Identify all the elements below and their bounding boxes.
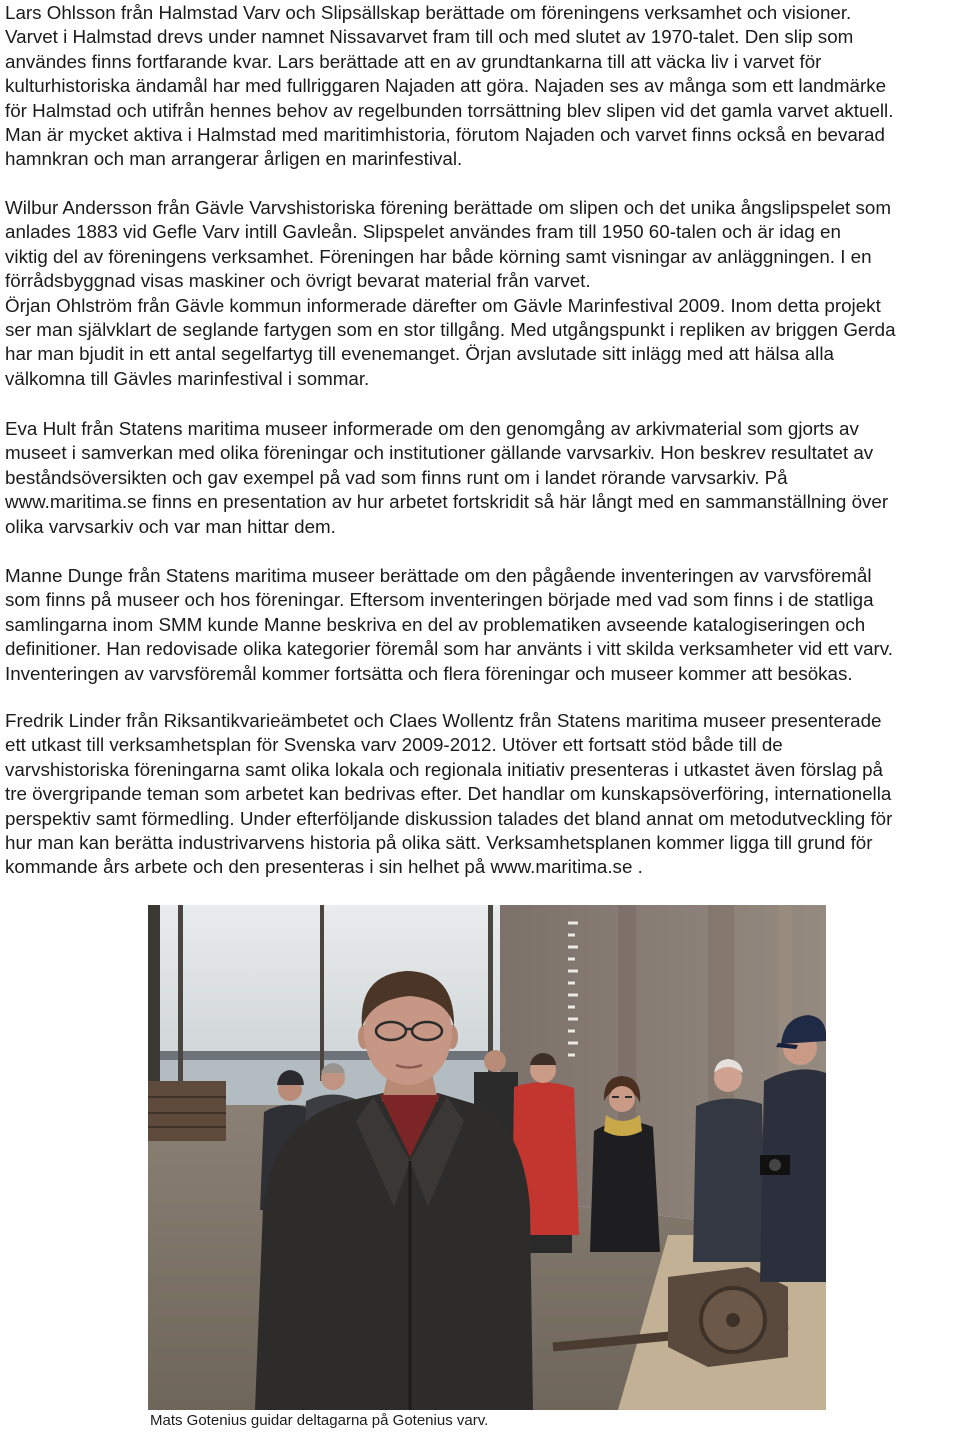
paragraph-line: har man bjudit in ett antal segelfartyg till evenemanget. Örjan avslutade sitt inlägg med att hälsa alla [5, 343, 834, 365]
paragraph-line: olika varvsarkiv och var man hittar dem. [5, 515, 336, 537]
paragraph-line: perspektiv samt förmedling. Under efterföljande diskussion talades det bland annat om metodutveckling för [5, 807, 893, 829]
camera-lens [769, 1159, 781, 1171]
paragraph-line: Inventeringen av varvsföremål kommer fortsätta och flera föreningar och museer kommer att besökas. [5, 662, 853, 684]
photo-illustration [148, 905, 826, 1410]
paragraph-line: Eva Hult från Statens maritima museer informerade om den genomgång av arkivmaterial som gjorts av [5, 418, 859, 439]
scaffold-pole [178, 905, 183, 1095]
paragraph-line: kommande års arbete och den presenteras i sin helhet på www.maritima.se . [5, 856, 643, 878]
paragraph-line: Varvet i Halmstad drevs under namnet Nissavarvet fram till och med slutet av 1970-talet. Den slip som [5, 26, 854, 48]
paragraph-line: definitioner. Han redovisade olika kategorier föremål som har använts i vitt skilda verksamheter vid ett varv. [5, 638, 893, 660]
paragraph-line: Man är mycket aktiva i Halmstad med maritimhistoria, förutom Najaden och varvet finns också en bevarad [5, 123, 885, 145]
paragraph-line: Manne Dunge från Statens maritima museer berättade om den pågående inventeringen av varvsföremål [5, 565, 872, 586]
paragraph-line: varvshistoriska föreningarna samt olika lokala och regionala initiativ presenteras i utkastet även förslag på [5, 758, 883, 780]
paragraph-line: tre övergripande teman som arbetet kan bedrivas efter. Det handlar om kunskapsöverföring, internationella [5, 783, 892, 805]
timber-stack [148, 1081, 226, 1141]
paragraph-gavle-marinfestival [5, 294, 955, 392]
scaffold-pole [320, 905, 324, 1081]
paragraph-line: välkomna till Gävles marinfestival i sommar. [5, 367, 370, 389]
paragraph-line: Lars Ohlsson från Halmstad Varv och Slipsällskap berättade om föreningens verksamhet och visioner. [5, 2, 852, 23]
paragraph-arkiv [5, 417, 955, 539]
head [609, 1086, 635, 1112]
paragraph-line: som finns på museer och hos föreningar. Eftersom inventeringen började med vad som finns i de statliga [5, 589, 874, 611]
paragraph-line: för Halmstad och utifrån hennes behov av regelbunden torrsättning blev slipen vid det gamla varvet aktuell. [5, 99, 894, 121]
paragraph-line: anlades 1883 vid Gefle Varv intill Gavleån. Slipspelet användes fram till 1950 60-talen och är idag en [5, 221, 841, 243]
paragraph-line: ser man självklart de seglande fartygen som en stor tillgång. Med utgångspunkt i repliken av briggen Gerda [5, 318, 896, 340]
paragraph-line: samlingarna inom SMM kunde Manne beskriva en del av problematiken avseende katalogiseringen och [5, 613, 866, 635]
paragraph-line: Wilbur Andersson från Gävle Varvshistoriska förening berättade om slipen och det unika ångslipspelet som [5, 197, 891, 218]
paragraph-line: hur man kan berätta industrivarvens historia på olika sätt. Verksamhetsplanen kommer ligga till grund för [5, 831, 873, 853]
coat [590, 1121, 660, 1252]
paragraph-line: Fredrik Linder från Riksantikvarieämbetet och Claes Wollentz från Statens maritima museer presenterade [5, 710, 882, 731]
figure-caption: Mats Gotenius guidar deltagarna på Gotenius varv. [150, 1412, 489, 1429]
paragraph-line: beståndsöversikten och gav exempel på vad som finns runt om i landet rörande varvsarkiv. På [5, 466, 788, 488]
paragraph-line: kulturhistoriska ändamål har med fullriggaren Najaden att göra. Najaden ses av många som ett landmärke [5, 75, 887, 97]
paragraph-line: förrådsbyggnad visas maskiner och övrigt bevarat material från varvet. [5, 270, 591, 292]
paragraph-halmstad [5, 1, 955, 172]
shipyard-photo [148, 905, 826, 1410]
paragraph-line: användes finns fortfarande kvar. Lars berättade att en av grundtankarna till att väcka liv i varvet för [5, 50, 822, 72]
paragraph-foremal [5, 564, 955, 686]
jacket [760, 1069, 826, 1282]
winch-hub [726, 1313, 740, 1327]
paragraph-line: Örjan Ohlström från Gävle kommun informerade därefter om Gävle Marinfestival 2009. Inom detta projekt [5, 294, 881, 316]
paragraph-line: ett utkast till verksamhetsplan för Svenska varv 2009-2012. Utöver ett fortsatt stöd både till de [5, 734, 783, 756]
coat [693, 1098, 766, 1262]
paragraph-gavle-varv [5, 196, 955, 294]
scaffold-post [148, 905, 160, 1083]
head [484, 1050, 506, 1072]
paragraph-line: www.maritima.se finns en presentation av hur arbetet fortskridit så här långt med en sammanställning över [5, 491, 889, 513]
paragraph-line: museet i samverkan med olika föreningar och institutioner gällande varvsarkiv. Hon beskrev resultatet av [5, 442, 874, 464]
paragraph-line: viktig del av föreningens verksamhet. Föreningen har både körning samt visningar av anläggningen. I en [5, 245, 872, 267]
paragraph-line: hamnkran och man arrangerar årligen en marinfestival. [5, 148, 463, 170]
distant-shore [148, 1051, 508, 1060]
paragraph-verksamhetsplan [5, 709, 955, 880]
